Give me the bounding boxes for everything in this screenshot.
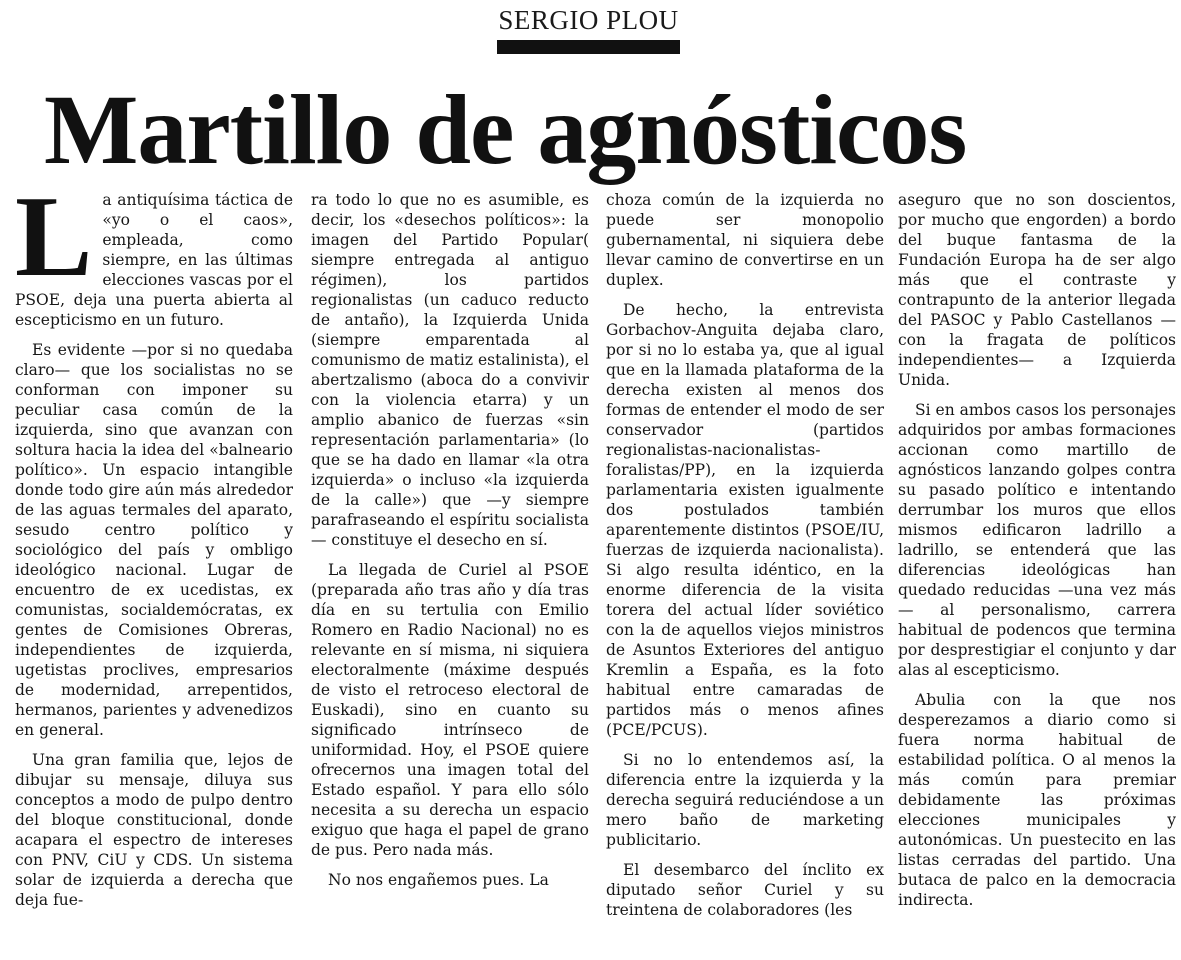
paragraph: No nos engañemos pues. La: [328, 871, 549, 889]
author-byline: SERGIO PLOU: [498, 5, 679, 35]
article-column-2: [311, 190, 589, 955]
article-column-3: [606, 190, 884, 955]
paragraph: Una gran familia que, lejos de dibujar su mensaje, diluya sus conceptos a modo de pulpo dentro del bloque constitucional, donde acapara el espectro de intereses con PNV, CiU y CDS. Un sistema solar de izquierda a derecha que deja fue-: [15, 751, 293, 909]
paragraph-text: a antiquísima táctica de «yo o el caos», empleada, como siempre, en las últimas elecciones vascas por el PSOE, deja una puerta abierta al escepticismo en un futuro.: [15, 191, 293, 329]
paragraph: De hecho, la entrevista Gorbachov-Anguita dejaba claro, por si no lo estaba ya, que al igual que en la llamada plataforma de la derecha existen al menos dos formas de entender el modo de ser conservador (partidos regionalistas-nacionalistas-foralistas/PP), en la izquierda parlamentaria existen igualmente dos postulados también aparentemente distintos (PSOE/IU, fuerzas de izquierda nacionalista). Si algo resulta idéntico, en la enorme diferencia de la visita torera del actual líder soviético con la de aquellos viejos ministros de Asuntos Exteriores del antiguo Kremlin a España, es la foto habitual entre camaradas de partidos más o menos afines (PCE/PCUS).: [606, 301, 884, 739]
article-headline: Martillo de agnósticos: [44, 74, 967, 185]
paragraph: choza común de la izquierda no puede ser monopolio gubernamental, ni siquiera debe llevar camino de convertirse en un duplex.: [606, 191, 884, 289]
paragraph: [15, 190, 293, 330]
paragraph: El desembarco del ínclito ex diputado señor Curiel y su treintena de colaboradores (les: [606, 861, 884, 919]
article-column-4: [898, 190, 1176, 955]
author-byline-block: [497, 4, 680, 36]
paragraph: Si en ambos casos los personajes adquiridos por ambas formaciones accionan como martillo de agnósticos lanzando golpes contra su pasado político e intentando derrumbar los muros que ellos mismos edificaron ladrillo a ladrillo, se entenderá que las diferencias ideológicas han quedado reducidas —una vez más— al personalismo, carrera habitual de podencos que termina por desprestigiar el conjunto y dar alas al escepticismo.: [898, 401, 1176, 679]
paragraph: ra todo lo que no es asumible, es decir, los «desechos políticos»: la imagen del Partido Popular( siempre entregada al antiguo régimen), los partidos regionalistas (un caduco reducto de antaño), la Izquierda Unida (siempre emparentada al comunismo de matiz estalinista), el abertzalismo (aboca do a convivir con la violencia etarra) y un amplio abanico de fuerzas «sin representación parlamentaria» (lo que se ha dado en llamar «la otra izquierda» o incluso «la izquierda de la calle») que —y siempre parafraseando el espíritu socialista— constituye el desecho en sí.: [311, 191, 589, 549]
paragraph: Si no lo entendemos así, la diferencia entre la izquierda y la derecha seguirá reduciéndose a un mero baño de marketing publicitario.: [606, 751, 884, 849]
paragraph: La llegada de Curiel al PSOE (preparada año tras año y día tras día en su tertulia con Emilio Romero en Radio Nacional) no es relevante en sí misma, ni siquiera electoralmente (máxime después de visto el retroceso electoral de Euskadi), sino en cuanto su significado intrínseco de uniformidad. Hoy, el PSOE quiere ofrecernos una imagen total del Estado español. Y para ello sólo necesita a su derecha un espacio exiguo que haga el papel de grano de pus. Pero nada más.: [311, 561, 589, 859]
paragraph: aseguro que no son doscientos, por mucho que engorden) a bordo del buque fantasma de la Fundación Europa ha de ser algo más que el contraste y contrapunto de la anterior llegada del PASOC y Pablo Castellanos —con la fragata de políticos independientes— a Izquierda Unida.: [898, 191, 1176, 389]
drop-cap: L: [15, 190, 93, 301]
paragraph: Abulia con la que nos desperezamos a diario como si fuera norma habitual de estabilidad política. O al menos la más común para premiar debidamente las próximas elecciones municipales y autonómicas. Un puestecito en las listas cerradas del partido. Una butaca de palco en la democracia indirecta.: [898, 691, 1176, 909]
paragraph: Es evidente —por si no quedaba claro— que los socialistas no se conforman con imponer su peculiar casa común de la izquierda, sino que avanzan con soltura hacia la idea del «balneario político». Un espacio intangible donde todo gire aún más alrededor de las aguas termales del aparato, sesudo centro político y sociológico del país y ombligo ideológico nacional. Lugar de encuentro de ex ucedistas, ex comunistas, socialdemócratas, ex gentes de Comisiones Obreras, independientes de izquierda, ugetistas proclives, empresarios de modernidad, arrepentidos, hermanos, parientes y advenedizos en general.: [15, 341, 293, 739]
byline-rule: [497, 40, 680, 54]
article-column-1: [15, 190, 293, 955]
